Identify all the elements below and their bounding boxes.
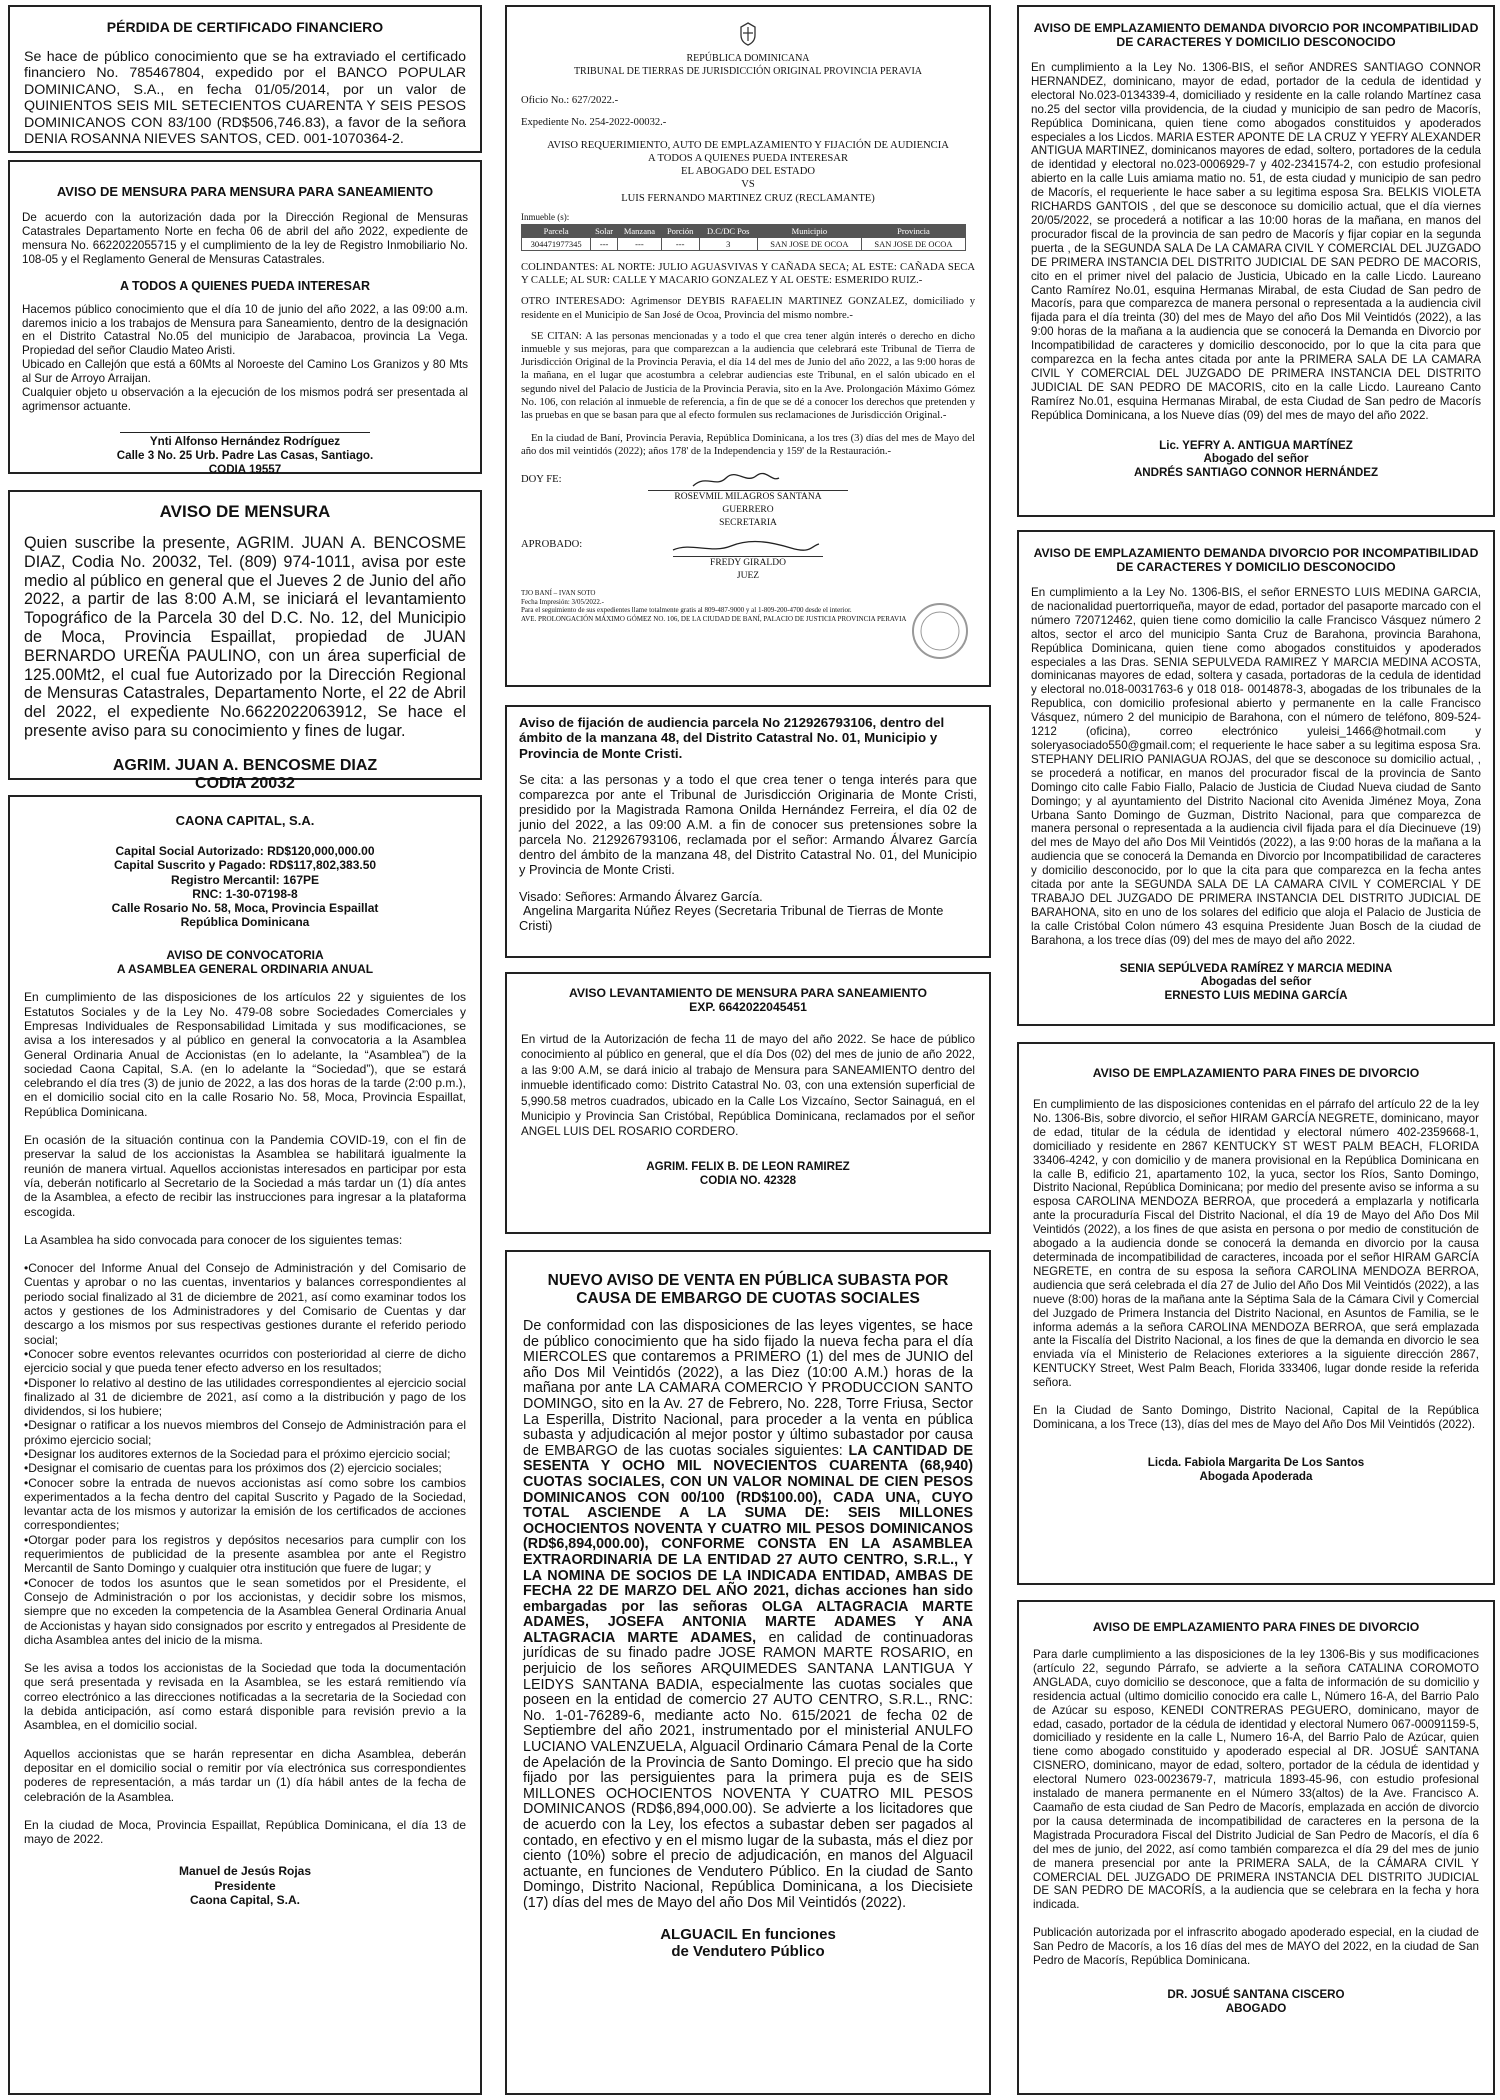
ad-title: AVISO DE MENSURA bbox=[159, 502, 331, 521]
footer-line: Para el seguimiento de sus expedientes llame totalmente gratis al 809-487-9000 y al 1-809-200-4700 desde el interior. bbox=[521, 606, 852, 615]
signature-role: Presidente bbox=[214, 1878, 276, 1893]
signature-role: de Vendutero Público bbox=[671, 1942, 825, 1960]
ad-body bbox=[523, 1319, 973, 1912]
doy-fe-label: DOY FE: bbox=[521, 473, 562, 485]
header-country: REPÚBLICA DOMINICANA bbox=[686, 53, 810, 64]
ad-body: Se hace de público conocimiento que se ha extraviado el certificado financiero No. 785467804, expedido por el BANCO POPULAR DOMINICANO, S.A., en fecha 01/05/2014, por un valor de QUINIENTOS SEIS MIL SETECIENTOS CUARENTA Y SEIS PESOS DOMINICANOS CON 83/100 (RD$506,746.83), a favor de la señora DENIA ROSANNA NIEVES SANTOS, CED. 001-1070364-2. bbox=[24, 49, 466, 148]
expediente-number: EXP. 6642022045451 bbox=[689, 1000, 807, 1014]
signature-name: ALGUACIL En funciones bbox=[660, 1925, 836, 1943]
ad-title: AVISO DE EMPLAZAMIENTO DEMANDA DIVORCIO POR INCOMPATIBILIDAD DE CARACTERES Y DOMICILIO DESCONOCIDO bbox=[1033, 21, 1479, 49]
ad-paragraph: OTRO INTERESADO: Agrimensor DEYBIS RAFAELIN MARTINEZ GONZALEZ, domiciliado y residente en el Municipio de San José de Ocoa, Provincia del mismo nombre.- bbox=[521, 296, 975, 321]
table-cell: --- bbox=[618, 238, 662, 251]
table-header: Municipio bbox=[757, 225, 861, 238]
ad-paragraph: SE CITAN: A las personas mencionadas y a todo el que crea tener algún interés o derecho en dicho inmueble y sus mejoras, para que comparezcan a la audiencia que celebrará este Tribunal de Tierra de Jurisdicción Original de la Provincia Peravia, el día 14 del mes de Junio del año 2022, a las 9:00 horas de la mañana, en el lugar que acostumbra a celebrar audiencias este Tribunal, en el salón ubicado en el segundo nivel del Palacio de Justicia de la Provincia Peravia, sito en la Ave. Prolongación Máximo Gómez No. 106, con relación al inmueble de referencia, a fin de que se dé a conocer los derechos que pretenden y las pruebas en que se basan para que al efecto formulen sus reclamaciones de Jurisdicción Original.- bbox=[521, 330, 975, 422]
ad-paragraph: En la Ciudad de Santo Domingo, Distrito Nacional, Capital de la República Dominicana, a los Trece (13), días del mes de Mayo del Año Dos Mil Veintidós (2022). bbox=[1033, 1404, 1479, 1431]
ad-paragraph: Se les avisa a todos los accionistas de la Sociedad que toda la documentación que será presentada y revisada en la Asamblea, se les estará remitiendo vía correo electrónico a las direcciones notificadas a la secretaria de la Sociedad con la debida anticipación, así como estará disponible para revisión previo a la Asamblea, en el domicilio social. bbox=[24, 1661, 466, 1733]
ad-tribunal-peravia bbox=[505, 5, 991, 687]
ad-levantamiento-mensura bbox=[505, 972, 991, 1234]
capital-line: RNC: 1-30-07198-8 bbox=[192, 886, 298, 901]
table-cell: --- bbox=[591, 238, 618, 251]
ad-title: A ASAMBLEA GENERAL ORDINARIA ANUAL bbox=[116, 962, 374, 977]
agenda-item: • Designar o ratificar a los nuevos miembros del Consejo de Administración para el próximo ejercicio social; bbox=[24, 1418, 466, 1447]
ad-caona-capital bbox=[8, 795, 482, 2095]
agenda-item: • Conocer sobre eventos relevantes ocurridos con posterioridad al cierre de dicho ejercicio social y que pueda tener efecto adverso en los resultados; bbox=[24, 1347, 466, 1376]
ad-mensura-saneamiento bbox=[8, 160, 482, 474]
signature-client: ERNESTO LUIS MEDINA GARCÍA bbox=[1164, 989, 1348, 1003]
table-header: Manzana bbox=[618, 225, 662, 238]
ad-paragraph: En la ciudad de Moca, Provincia Espaillat, República Dominicana, el día 13 de mayo de 2022. bbox=[24, 1817, 466, 1847]
signature-scribble-icon bbox=[691, 472, 975, 490]
capital-line: Calle Rosario No. 58, Moca, Provincia Espaillat bbox=[111, 901, 379, 916]
ad-subtitle: A TODOS A QUIENES PUEDA INTERESAR bbox=[119, 278, 371, 293]
ad-title: NUEVO AVISO DE VENTA EN PÚBLICA SUBASTA POR CAUSA DE EMBARGO DE CUOTAS SOCIALES bbox=[547, 1272, 949, 1307]
ad-aviso-mensura bbox=[8, 490, 482, 792]
ad-body: En cumplimiento a la Ley No. 1306-BIS, el señor ANDRES SANTIAGO CONNOR HERNANDEZ, dominicano, mayor de edad, portador de la cedula de identidad y electoral No.023-0134339-4, domiciliado y residente en la calle rolando Martínez casa no.25 del sector villa providencia, de la ciudad y municipio de san pedro de Macorís, República Dominicana, quien tiene como abogados constituidos y apoderados especiales a los Licdos. MARIA ESTER APONTE DE LA CRUZ Y YEFRY ALEXANDER ANTIGUA MARTINEZ, dominicanos mayores de edad, soltero, portadores de la cedula de identidad y electoral no.023-0006929-7 y 402-2341574-2, con estudio profesional abierto en la calle Luis amiama matio no. 51, de esta ciudad y municipio de san pedro de Macorís, el requeriente le hace saber a su legitima esposa Sra. BELKIS VIOLETA RICHARDS GANTOIS , del que se desconoce su domicilio actual, que el día viernes 20/05/2022, se procederá a notificar a las 10:00 horas de la mañana, en manos del procurador fiscal de la provincia de san pedro de Macorís y fijar copiar en la segunda puerta , de la SEGUNDA SALA De LA CAMARA CIVIL Y COMERCIAL DEL JUZGADO DE PRIMERA INSTANCIA DEL DISTRITO JUDICIAL DE SAN PEDRO DE MACORIS, cito en el primer nivel del palacio de Justicia, Ubicado en la calle Licdo. Laureano Canto Ramírez No.01, esquina Hermanas Mirabal, de esta Ciudad de San pedro de Macorís, para que comparezca de manera personal o representada a la audiencia civil fijada para el día treinta (30) del mes de Mayo del año Dos Mil Veintidós (2022), a las 9:00 horas de la mañana a la audiencia que se conocerá la Demanda en Divorcio por Incompatibilidad de caracteres y domicilio desconocido, por lo que la cita para que comparezca en la fecha antes citada por ante la PRIMERA SALA DE LA CAMARA CIVIL Y COMERCIAL DEL JUZGADO DE PRIMERA INSTANCIA DEL DISTRITO JUDICIAL DE SAN PEDRO DE MACORIS, cito en la calle Licdo. Laureano Canto Ramírez No.01, esquina Hermanas Mirabal, de esta Ciudad de San pedro de Macorís República Dominicana, a los Nueve días (09) del mes de mayo del año 2022. bbox=[1031, 61, 1481, 422]
signature-codia: CODIA 19557 bbox=[208, 462, 282, 476]
judge-name: FREDY GIRALDO bbox=[673, 556, 823, 570]
signature-name: Ynti Alfonso Hernández Rodríguez bbox=[120, 432, 370, 449]
ad-paragraph: Ubicado en Callejón que está a 60Mts al Noroeste del Camino Los Granizos y 80 Mts al Sur de Arroyo Arraijan. bbox=[22, 358, 468, 386]
signature-client: ANDRÉS SANTIAGO CONNOR HERNÁNDEZ bbox=[1133, 466, 1379, 480]
ad-paragraph: La Asamblea ha sido convocada para conocer de los siguientes temas: bbox=[24, 1232, 403, 1247]
ad-divorcio-santana bbox=[1017, 1600, 1495, 2095]
ad-body: Quien suscribe la presente, AGRIM. JUAN A. BENCOSME DIAZ, Codia No. 20032, Tel. (809) 974-1011, avisa por este medio al público en general que el Jueves 2 de Junio del año 2022, a partir de las 8:00 A.M, se iniciará el levantamiento Topográfico de la Parcela 30 del D.C. No. 12, del Municipio de Moca, Provincia Espaillat, propiedad de JUAN BERNARDO UREÑA PAULINO, con un área superficial de 125.00Mt2, el cual fue Autorizado por la Dirección Regional de Mensuras Catastrales, Departamento Norte, el 22 de Abril del 2022, el expediente No.6622022063912, Se hace el presente aviso para su conocimiento y fines de lugar. bbox=[24, 534, 466, 740]
ad-paragraph: En cumplimiento de las disposiciones contenidas en el párrafo del artículo 22 de la ley No. 1306-Bis, sobre divorcio, el señor HIRAM GARCÍA NEGRETE, dominicano, mayor de edad, titular de la cédula de identidad y electoral número 402-2359668-1, domiciliado y residente en 2867 KENTUCKY ST WEST PALM BEACH, FLORIDA 33406-4242, y con domicilio y de manera provisional en la República Dominicana en la calle B, edificio 21, apartamento 102, la yuca, sector los Ríos, Santo Domingo, Distrito Nacional, República Dominicana; por medio del presente aviso se informa a su esposa CAROLINA MENDOZA BERROA, que procederá a emplazarla y notificarla ante la procuraduría Fiscal del Distrito Nacional, el día 19 de Mayo del Año Dos Mil Veintidós (2022), a los fines de que asista en persona o por medio de constitución de abogado a la audiencia donde se conocerá la demanda en divorcio por la causa determinada de incompatibilidad de caracteres, incoada por el señor HIRAM GARCÍA NEGRETE, en contra de su esposa la señora CAROLINA MENDOZA BERROA, audiencia que será celebrada el día 27 de Julio del Año Dos Mil Veintidós (2022), a las nueve (8:00) horas de la mañana ante la Séptima Sala de la Cámara Civil y Comercial del Juzgado de Primera Instancia del Distrito Nacional, en Asuntos de Familia, se le informa además a la señora CAROLINA MENDOZA BERROA, que será emplazada ante la Fiscalía del Distrito Nacional, a los fines de que la demanda en divorcio le sea enviada vía el Ministerio de Relaciones exteriores a la siguiente dirección 2867, KENTUCKY Street, West Palm Beach, Florida 333406, lugar donde reside la referida señora. bbox=[1033, 1098, 1479, 1390]
table-cell: --- bbox=[661, 238, 699, 251]
ad-paragraph: Aquellos accionistas que se harán representar en dicha Asamblea, deberán depositar en el domicilio social o remitir por vía electrónica sus correspondientes poderes de representación, a más tardar un (1) día hábil antes de la fecha de celebración de la Asamblea. bbox=[24, 1746, 466, 1804]
secretary-role: SECRETARIA bbox=[719, 518, 777, 529]
agenda-item: • Conocer sobre la entrada de nuevos accionistas así como sobre los cambios experimentados a la fecha dentro del capital Suscrito y Pagado de la Sociedad, levantar acta de los mismos y autorizar la emisión de los certificados de acciones correspondientes; bbox=[24, 1476, 466, 1533]
ad-divorcio-garcia bbox=[1017, 1042, 1495, 1585]
ad-paragraph: En ocasión de la situación continua con la Pandemia COVID-19, con el fin de preservar la salud de los accionistas la Asamblea se habilitará igualmente la reunión de manera virtual. Aquellos accionistas interesados en participar por esta vía, deberán notificarlo al Secretario de la Sociedad a más tardar un (1) día antes de la Asamblea, a efecto de recibir las instrucciones para ingresar a la plataforma escogida. bbox=[24, 1133, 466, 1219]
signature-codia: CODIA 20032 bbox=[195, 774, 295, 792]
signature-role: Abogada Apoderada bbox=[1199, 1469, 1313, 1483]
body-intro: De conformidad con las disposiciones de las leyes vigentes, se hace de público conocimiento que ha sido fijado la nueva fecha para el día MIERCOLES que contaremos a PRIMERO (1) del mes de JUNIO del año Dos Mil Veintidós (2022), a las Diez (10:00 A.M.) horas de la mañana por ante LA CAMARA COMERCIO Y PRODUCCION SANTO DOMINGO, sito en la Av. 27 de Febrero, No. 228, Torre Friusa, Sector La Esperilla, Distrito Nacional, para proceder a la venta en pública subasta y adjudicación al mejor postor y último subastador por causa de EMBARGO de las cuotas sociales siguientes: bbox=[523, 1318, 973, 1459]
signature-role: Abogado del señor bbox=[1203, 452, 1309, 466]
expediente-number: Expediente No. 254-2022-00032.- bbox=[521, 116, 667, 128]
signature-name: Lic. YEFRY A. ANTIGUA MARTÍNEZ bbox=[1159, 438, 1353, 452]
signature-codia: CODIA NO. 42328 bbox=[699, 1173, 797, 1187]
ad-fijacion-monte-cristi bbox=[505, 705, 991, 958]
footer-line: Fecha Impresión: 3/05/2022.- bbox=[521, 597, 605, 606]
agenda-item: • Designar los auditores externos de la Sociedad para el próximo ejercicio social; bbox=[24, 1447, 466, 1461]
ad-body: Se cita: a las personas y a todo el que crea tener o tenga interés para que comparezca por ante el Tribunal de Jurisdicción Originaria de Monte Cristi, presidido por la Magistrada Ramona Onilda Hernández Ferreira, el día 02 de junio del 2022, a las 09:00 A.M. a fin de conocer sus pretensiones sobre la parcela No. 212926793106, reclamada por el señor: Armando Álvarez García dentro del ámbito de la manzana 48, del Distrito Catastral No. 01, del Municipio y Provincia de Monte Cristi. bbox=[519, 772, 977, 877]
ad-title: AVISO DE EMPLAZAMIENTO PARA FINES DE DIVORCIO bbox=[1092, 1620, 1420, 1634]
visado-line: Visado: Señores: Armando Álvarez García. bbox=[519, 888, 763, 904]
signature-name: Manuel de Jesús Rojas bbox=[178, 1864, 312, 1879]
ad-lost-certificate bbox=[8, 5, 482, 153]
ad-title: AVISO DE EMPLAZAMIENTO DEMANDA DIVORCIO POR INCOMPATIBILIDAD DE CARACTERES Y DOMICILIO DESCONOCIDO bbox=[1033, 546, 1479, 574]
body-details: en calidad de continuadoras jurídicas de su finado padre JOSE RAMON MARTE ROSARIO, en perjuicio de los señores ARQUIMEDES SANTANA LANTIGUA Y LEIDYS SANTANA BADIA, especialmente las cuotas sociales que poseen en la entidad de comercio 27 AUTO CENTRO, S.R.L., RNC: No. 1-01-76289-6, mediante acto No. 615/2021 de fecha 02 de Septiembre del año 2021, instrumentado por el ministerial ANULFO LUCIANO VALENZUELA, Alguacil Ordinario Cámara Penal de la Corte de Apelación de la Provincia de Santo Domingo. El precio que ha sido fijado por las persiguientes para la primera puja es de SEIS MILLONES OCHOCIENTOS NOVENTA Y CUATRO MIL PESOS DOMINICANOS (RD$6,894,000.00). Se advierte a los licitadores que de acuerdo con la Ley, los efectos a subastar deben ser pagados al contado, en efectivo y en el mismo lugar de la subasta, más el diez por ciento (10%) sobre el precio de adjudicación, en manos del Alguacil actuante, en funciones de Vendutero Público. En la ciudad de Santo Domingo, Distrito Nacional, República Dominicana, a los Diecisiete (17) días del mes de Mayo del año Dos Mil Veintidós (2022). bbox=[523, 1629, 973, 1911]
ad-title: PÉRDIDA DE CERTIFICADO FINANCIERO bbox=[106, 19, 384, 35]
oficio-number: Oficio No.: 627/2022.- bbox=[521, 95, 619, 107]
footer-line: TJO BANÍ – IVAN SOTO bbox=[521, 589, 596, 598]
capital-line: Registro Mercantil: 167PE bbox=[170, 872, 320, 887]
ad-venta-subasta bbox=[505, 1250, 991, 2095]
agenda-item: • Otorgar poder para los registros y depósitos necesarios para cumplir con los requerimientos de publicidad de la presente asamblea por ante el Registro Mercantil de Santo Domingo y cualquier otra institución que fuere de lugar; y bbox=[24, 1533, 466, 1576]
table-header: D.C/DC Pos bbox=[699, 225, 757, 238]
ad-title: AVISO DE EMPLAZAMIENTO PARA FINES DE DIVORCIO bbox=[1092, 1066, 1420, 1080]
ad-paragraph: Cualquier objeto u observación a la ejecución de los mismos podrá ser presentada al agrimensor actuante. bbox=[22, 386, 468, 413]
ad-title: Aviso de fijación de audiencia parcela No 212926793106, dentro del ámbito de la manzana 48, del Distrito Catastral No. 01, Municipio y Provincia de Monte Cristi. bbox=[519, 715, 945, 761]
ad-title: VS bbox=[741, 179, 755, 191]
company-name: CAONA CAPITAL, S.A. bbox=[175, 813, 315, 828]
ad-title: A TODOS A QUIENES PUEDA INTERESAR bbox=[647, 153, 849, 165]
footer-line: AVE. PROLONGACIÓN MÁXIMO GÓMEZ NO. 106, DE LA CIUDAD DE BANÍ, PALACIO DE JUSTICIA PROVINCIA PERAVIA bbox=[521, 614, 907, 623]
judge-role: JUEZ bbox=[736, 570, 760, 581]
ad-paragraph: Hacemos público conocimiento que el día 10 de junio del año 2022, a las 09:00 a.m. daremos inicio a los trabajos de Mensura para Saneamiento, dentro de la designación en el Distrito Catastral No.05 del municipio de Jarabacoa, provincia La Vega. Propiedad del señor Claudio Mateo Aristi. bbox=[22, 302, 468, 358]
ad-title: AVISO LEVANTAMIENTO DE MENSURA PARA SANEAMIENTO bbox=[569, 986, 927, 1000]
body-shares: LA CANTIDAD DE SESENTA Y OCHO MIL NOVECIENTOS CUARENTA (68,940) CUOTAS SOCIALES, CON UN VALOR NOMINAL DE CIEN PESOS DOMINICANOS CON 00/100 (RD$100.00), CADA UNA, CUYO TOTAL ASCIENDE A LA SUMA DE: SEIS MILLONES OCHOCIENTOS NOVENTA Y CUATRO MIL PESOS DOMINICANOS (RD$6,894,000.00), CONFORME CONSTA EN LA ASAMBLEA EXTRAORDINARIA DE LA ENTIDAD 27 AUTO CENTRO, S.R.L., Y LA NOMINA DE SOCIOS DE LA INDICADA ENTIDAD, AMBAS DE FECHA 22 DE MARZO DEL AÑO 2021, dichas acciones han sido embargadas por las señoras OLGA ALTAGRACIA MARTE ADAMES, JOSEFA ANTONIA MARTE ADAMES Y ANA ALTAGRACIA MARTE ADAMES, bbox=[523, 1442, 973, 1646]
capital-line: Capital Social Autorizado: RD$120,000,000.00 bbox=[115, 844, 375, 858]
ad-body: En cumplimiento a la Ley No. 1306-BIS, el señor ERNESTO LUIS MEDINA GARCIA, de nacionalidad puertorriqueña, mayor de edad, portador del pasaporte marcado con el número 720712462, quien tiene como domicilio la calle Francisco Vásquez número 2 altos, sector el arco del municipio Santa Cruz de Barahona, provincia Barahona, República Dominicana, quien tiene como abogados constituidos y apoderados especiales a las Dras. SENIA SEPULVEDA RAMIREZ Y MARCIA MEDINA ACOSTA, dominicanas mayores de edad, soltera y casada, portadoras de la cedula de identidad y electoral no.018-0031763-6 y 018 018- 0014878-3, abogadas de los tribunales de la Republica, con domicilio profesional abierto y permanente en la calle Francisco Vásquez, número 2 del municipio de Barahona, con el número de teléfono, 809-524-1212 (oficina), correo electrónico yuleisi_1466@hotmail.com y soleryasociado550@gmail.com; el requeriente le hace saber a su legitima esposa Sra. STEPHANY DELIRIO PANIAGUA ROJAS, del que se desconoce su domicilio actual, , se procederá a notificar, en manos del procurador fiscal de la provincia de Santo Domingo cito calle Fabio Fiallo, Palacio de Justicia de Ciudad Nueva ciudad de Santo Domingo; y al ayuntamiento del Distrito Nacional cito Avenida Jiménez Moya, Zona Urbana Santo Domingo de Guzman, Distrito Nacional, para que comparezca de manera personal o representada a la audiencia civil fijada para el día Diecinueve (19) del mes de Mayo del año Dos Mil Veintidós (2022), a las 9:00 horas de la mañana a la audiencia que se conocerá la Demanda en Divorcio por Incompatibilidad de caracteres y domicilio desconocido, por lo que la cita para que comparezca en la fecha antes citada por ante la SEGUNDA SALA DE LA CAMARA CIVIL Y COMERCIAL Y DE TRABAJO DEL JUZGADO DE PRIMERA INSTANCIA DEL DISTRITO JUDICIAL DE BARAHONA, sito en uno de los solares del edificio que aloja el Palacio de Justicia de la calle Cristóbal Colon número 43 esquina Presidente Juan Bosch de la ciudad de Barahona, a los trece días (09) del mes de mayo del año 2022. bbox=[1031, 586, 1481, 947]
signature-name: AGRIM. JUAN A. BENCOSME DIAZ bbox=[112, 756, 378, 774]
ad-paragraph: Para darle cumplimiento a las disposiciones de la ley 1306-Bis y sus modificaciones (artículo 22, segundo Párrafo, se advierte a la señora CATALINA COROMOTO ANGLADA, cuyo domicilio se desconoce, que a falta de información de su domicilio y residencia actual (ultimo domicilio conocido era calle L, Número 16-A, del Barrio Palo de Azúcar su esposo, KENEDI CONTRERAS PEGUERO, dominicano, mayor de edad, casado, portador de la cédula de identidad y electoral Numero 067-00091159-5, domiciliado y residente en la calle L, Numero 16-A, del Barrio Palo de Azúcar, quien tiene como abogado constituido y apoderado especial al DR. JOSUÉ SANTANA CISNERO, dominicano, mayor de edad, soltero, portador de la cédula de identidad y electoral Numero 023-0023679-7, matricula 1893-45-96, con estudio profesional instalado de manera permanente en el Número 33(altos) de la Ave. Francisco A. Caamaño de esta ciudad de San Pedro de Macorís, emplazada en acción de divorcio por la causa determinada de incompatibilidad de caracteres en la persona de la Magistrada Procuradora Fiscal del Distrito Judicial de San Pedro de Macorís, el día 6 del mes de junio, del 2022, así como también comparezca el día 29 del mes de junio de manera presencial por ante la PRIMERA SALA, de la CÁMARA CIVIL Y COMERCIAL DEL JUZGADO DE PRIMERA INSTANCIA DEL DISTRITO JUDICIAL DE SAN PEDRO DE MACORÍS, a la audiencia que se celebrara en la fecha y hora indicada. bbox=[1033, 1648, 1479, 1912]
signature-name: DR. JOSUÉ SANTANA CISCERO bbox=[1167, 1987, 1345, 2001]
signature-company: Caona Capital, S.A. bbox=[189, 1893, 301, 1907]
table-cell: 3 bbox=[699, 238, 757, 251]
agenda-list bbox=[24, 1261, 466, 1647]
table-row bbox=[522, 238, 966, 251]
table-cell: 304471977345 bbox=[522, 238, 591, 251]
property-table bbox=[521, 224, 966, 251]
ad-body: En virtud de la Autorización de fecha 11 de mayo del año 2022. Se hace de público conocimiento al público en general, que el día Dos (02) del mes de junio de año 2022, a las 9:00 A.M, se dará inicio al trabajo de Mensura para SANEAMIENTO dentro del inmueble identificado como: Distrito Catastral No. 03, con una extensión superficial de 5,990.58 metros cuadrados, ubicado en la Calle Los Vizcaíno, Sector Sainaguá, en el Municipio y Provincia San Cristóbal, República Dominicana, reclamados por el señor ANGEL LUIS DEL ROSARIO CORDERO. bbox=[521, 1033, 975, 1139]
agenda-item: • Conocer del Informe Anual del Consejo de Administración y del Comisario de Cuentas y aprobar o no las cuentas, inventarios y balances correspondientes al periodo social finalizado al 31 de diciembre de 2021, así como examinar todos los actos y gestiones de los Administradores y del Comisario de Cuentas y dar descargo a los mismos por sus respectivas gestiones durante el referido periodo social; bbox=[24, 1261, 466, 1347]
agenda-item: • Conocer de todos los asuntos que le sean sometidos por el Presidente, el Consejo de Administración o por los accionistas, y decidir sobre los mismos, siempre que no exceden la competencia de la Asamblea General Ordinaria Anual de Accionistas y hayan sido consignados por escrito y entregados al Presidente de dicha Asamblea antes del inicio de la misma. bbox=[24, 1576, 466, 1647]
ad-paragraph: Publicación autorizada por el infrascrito abogado apoderado especial, en la ciudad de San Pedro de Macorís, a los 16 días del mes de MAYO del 2022, en la ciudad de San Pedro de Macorís, República Dominicana. bbox=[1033, 1926, 1479, 1968]
signature-address: Calle 3 No. 25 Urb. Padre Las Casas, Santiago. bbox=[116, 448, 374, 462]
ad-paragraph: De acuerdo con la autorización dada por la Dirección Regional de Mensuras Catastrales Departamento Norte en fecha 06 de abril del año 2022, expediente de mensura No. 6622022055715 y el cumplimiento de la ley de Registro Inmobiliario No. 108-05 y el Reglamento General de Mensuras Catastrales. bbox=[22, 211, 468, 266]
table-header-row bbox=[522, 225, 966, 238]
signature-role: ABOGADO bbox=[1225, 2001, 1287, 2015]
signature-role: Abogadas del señor bbox=[1200, 975, 1312, 989]
ad-title: EL ABOGADO DEL ESTADO bbox=[680, 166, 815, 178]
secretary-name: ROSEVMIL MILAGROS SANTANA GUERRERO bbox=[648, 490, 848, 517]
signature-name: SENIA SEPÚLVEDA RAMÍREZ Y MARCIA MEDINA bbox=[1119, 961, 1393, 975]
ad-paragraph: En la ciudad de Baní, Provincia Peravia, República Dominicana, a los tres (3) días del mes de Mayo del año dos mil veintidós (2022); años 178' de la Independencia y 159' de la Restauración.- bbox=[521, 433, 975, 458]
agenda-item: • Designar el comisario de cuentas para los próximos dos (2) ejercicio sociales; bbox=[24, 1461, 466, 1475]
ad-title: LUIS FERNANDO MARTINEZ CRUZ (RECLAMANTE) bbox=[621, 192, 875, 204]
ad-paragraph: COLINDANTES: AL NORTE: JULIO AGUASVIVAS Y CAÑADA SECA; AL ESTE: CAÑADA SECA Y CALLE; AL SUR: CALLE Y MACARIO GONZALEZ Y AL OESTE: ESMERIDO RUIZ.- bbox=[521, 262, 975, 287]
table-header: Porción bbox=[661, 225, 699, 238]
ad-divorcio-medina bbox=[1017, 530, 1495, 1026]
table-label: Inmueble (s): bbox=[521, 211, 570, 222]
ad-divorcio-connor bbox=[1017, 5, 1495, 517]
header-court: TRIBUNAL DE TIERRAS DE JURISDICCIÓN ORIGINAL PROVINCIA PERAVIA bbox=[573, 66, 923, 78]
signature-name: AGRIM. FELIX B. DE LEON RAMIREZ bbox=[646, 1159, 850, 1173]
table-cell: SAN JOSE DE OCOA bbox=[757, 238, 861, 251]
visado-line: Angelina Margarita Núñez Reyes (Secretaria Tribunal de Tierras de Monte Cristi) bbox=[519, 903, 944, 934]
table-header: Parcela bbox=[522, 225, 591, 238]
table-header: Provincia bbox=[861, 225, 965, 238]
table-cell: SAN JOSE DE OCOA bbox=[861, 238, 965, 251]
signature-scribble-icon bbox=[671, 538, 975, 556]
coat-of-arms-icon bbox=[521, 21, 975, 52]
ad-paragraph: En cumplimiento de las disposiciones de los artículos 22 y siguientes de los Estatutos Sociales y de la Ley No. 479-08 sobre Sociedades Comerciales y Empresas Individuales de Responsabilidad Limitada y sus modificaciones, se avisa a los interesados y al público en general la convocatoria a la Asamblea General Ordinaria Anual de Accionistas (en lo adelante, la “Asamblea”) de la sociedad Caona Capital, S.A. (en lo adelante la “Sociedad”), que se estará celebrando el día tres (3) de junio de 2022, a las dos horas de la tarde (2:00 p.m.), en el domicilio social cito en la calle Rosario No. 58, Moca, Provincia Espaillat, República Dominicana. bbox=[24, 990, 466, 1119]
table-header: Solar bbox=[591, 225, 618, 238]
aprobado-label: APROBADO: bbox=[521, 539, 583, 551]
ad-title: AVISO DE CONVOCATORIA bbox=[166, 947, 324, 962]
capital-line: Capital Suscrito y Pagado: RD$117,802,383.50 bbox=[113, 858, 377, 873]
court-stamp-icon bbox=[909, 600, 971, 667]
ad-title: AVISO DE MENSURA PARA MENSURA PARA SANEAMIENTO bbox=[56, 184, 434, 199]
capital-line: República Dominicana bbox=[180, 915, 310, 930]
agenda-item: • Disponer lo relativo al destino de las utilidades correspondientes al ejercicio social finalizado al 31 de diciembre de 2021, así como a la distribución y pago de los dividendos, si los hubiere; bbox=[24, 1376, 466, 1419]
ad-title: AVISO REQUERIMIENTO, AUTO DE EMPLAZAMIENTO Y FIJACIÓN DE AUDIENCIA bbox=[547, 139, 949, 151]
signature-name: Licda. Fabiola Margarita De Los Santos bbox=[1147, 1455, 1365, 1469]
